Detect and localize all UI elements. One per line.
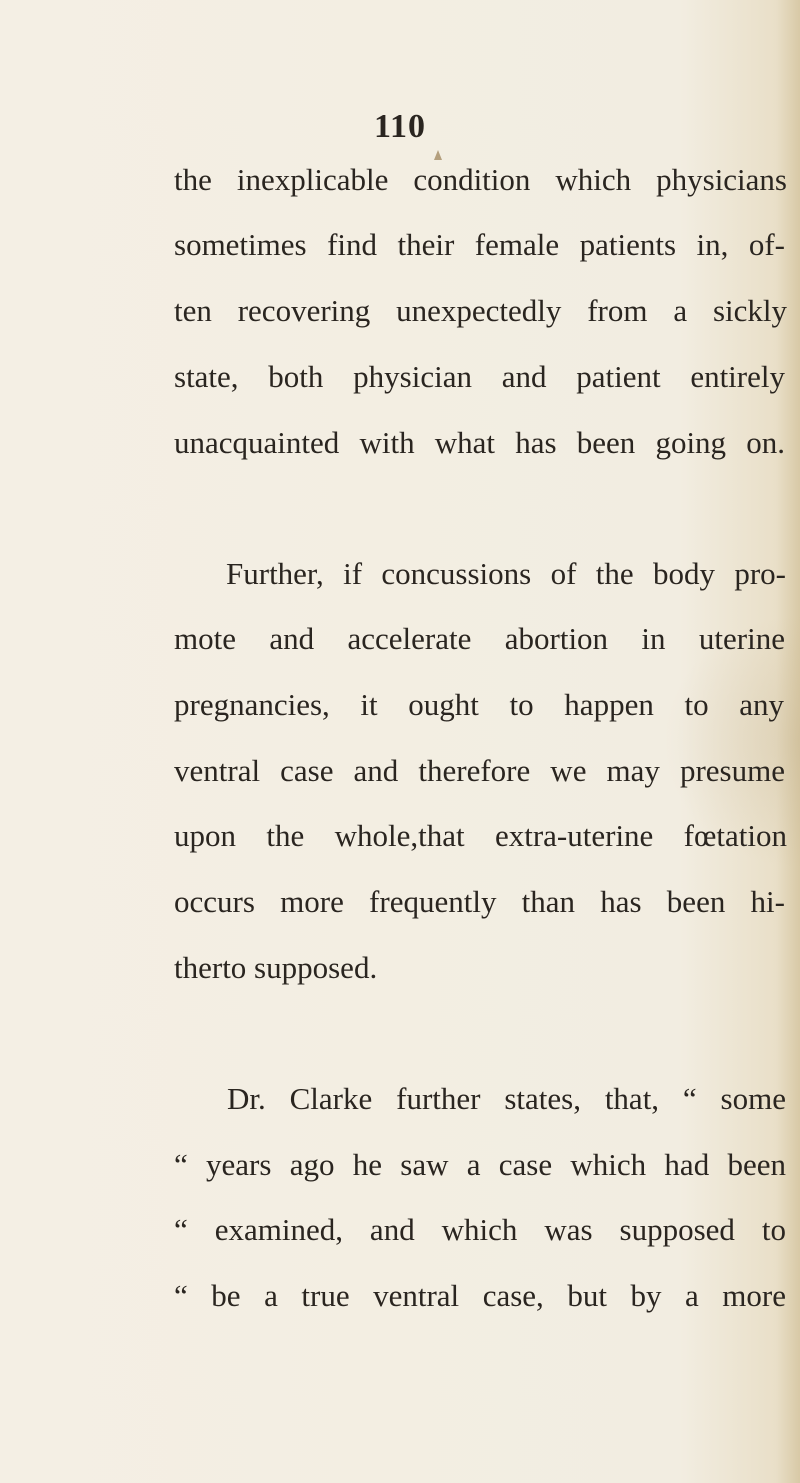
text-line: Further, if concussions of the body pro- bbox=[226, 556, 786, 591]
text-line: mote and accelerate abortion in uterine bbox=[174, 621, 785, 656]
text-line: occurs more frequently than has been hi- bbox=[174, 884, 785, 919]
text-line: unacquainted with what has been going on. bbox=[174, 425, 785, 460]
text-line: Dr. Clarke further states, that, “ some bbox=[227, 1081, 786, 1116]
text-line: the inexplicable condition which physicians bbox=[174, 162, 787, 197]
text-line: therto supposed. bbox=[174, 950, 378, 985]
text-line: ten recovering unexpectedly from a sickly bbox=[174, 293, 787, 328]
text-line: pregnancies, it ought to happen to any bbox=[174, 687, 784, 722]
text-line: “ be a true ventral case, but by a more bbox=[174, 1278, 786, 1313]
text-line: “ examined, and which was supposed to bbox=[174, 1212, 786, 1247]
text-line: state, both physician and patient entirely bbox=[174, 359, 785, 394]
text-line: sometimes find their female patients in, of- bbox=[174, 227, 785, 262]
page-number: 110 bbox=[373, 108, 427, 145]
printer-mark-icon bbox=[433, 150, 443, 162]
text-line: “ years ago he saw a case which had been bbox=[174, 1147, 786, 1182]
text-line: upon the whole,that extra-uterine fœtation bbox=[174, 818, 787, 853]
text-line: ventral case and therefore we may presume bbox=[174, 753, 785, 788]
